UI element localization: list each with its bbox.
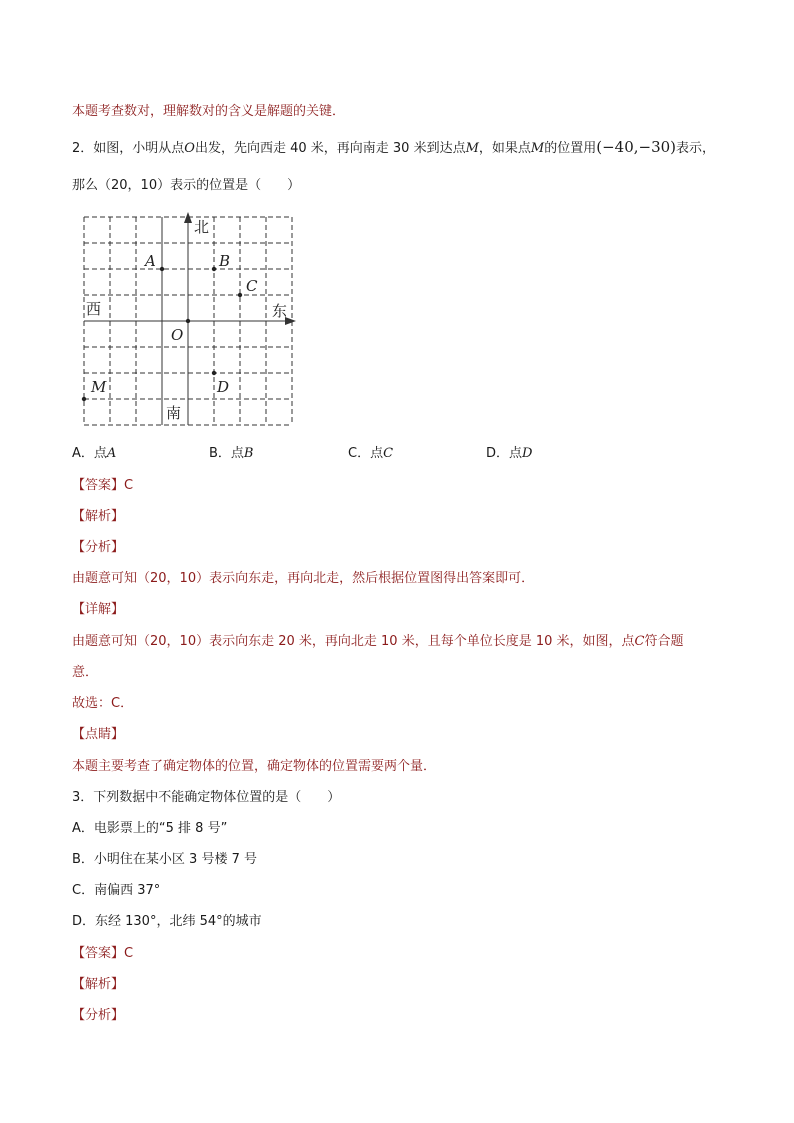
point-m-dot bbox=[82, 397, 86, 401]
q2-fenxi-tag: 【分析】 bbox=[72, 540, 125, 555]
q2-option-b: B．点B bbox=[209, 446, 254, 461]
point-a-dot bbox=[160, 267, 164, 271]
q3-option-d: D．东经 130°，北纬 54°的城市 bbox=[72, 914, 262, 929]
q2-analysis-tag: 【解析】 bbox=[72, 509, 125, 524]
q2-point-m: M bbox=[465, 141, 479, 156]
q2-point-m2: M bbox=[530, 141, 545, 156]
q2-option-a: A．点A bbox=[72, 446, 117, 461]
q2-point-o: O bbox=[184, 141, 195, 156]
q3-option-a: A．电影票上的“5 排 8 号” bbox=[72, 821, 228, 836]
north-label: 北 bbox=[194, 218, 210, 236]
point-o-dot bbox=[186, 319, 190, 323]
point-o-label: O bbox=[171, 326, 184, 344]
point-a-label: A bbox=[145, 252, 156, 270]
q2-stem-line2: 那么（20，10）表示的位置是（ ） bbox=[72, 178, 301, 193]
solid-grid-lines bbox=[84, 213, 288, 425]
q2-answer bbox=[72, 477, 133, 495]
direction-grid-figure bbox=[80, 210, 300, 432]
intro-note: 本题考查数对，理解数对的含义是解题的关键． bbox=[72, 104, 346, 119]
q2-answer-tag: 【答案】 bbox=[72, 478, 125, 493]
south-label: 南 bbox=[166, 404, 182, 422]
q2-answer-value: C bbox=[124, 478, 134, 493]
q3-analysis-tag: 【解析】 bbox=[72, 977, 125, 992]
q3-answer-tag: 【答案】 bbox=[72, 946, 125, 961]
west-label: 西 bbox=[86, 300, 102, 318]
q3-answer bbox=[72, 945, 133, 963]
east-label: 东 bbox=[272, 302, 288, 320]
q2-text-a: 如图，小明从点 bbox=[93, 141, 185, 156]
q3-fenxi-tag: 【分析】 bbox=[72, 1008, 125, 1023]
q2-text-d: 的位置用 bbox=[544, 141, 597, 156]
q2-fenxi-text: 由题意可知（20，10）表示向东走，再向北走，然后根据位置图得出答案即可． bbox=[72, 571, 535, 586]
q3-option-c: C．南偏西 37° bbox=[72, 883, 161, 898]
q2-dianjing-text: 本题主要考查了确定物体的位置，确定物体的位置需要两个量． bbox=[72, 759, 437, 774]
q2-option-d: D．点D bbox=[486, 446, 533, 461]
q2-detail-line1: 由题意可知（20，10）表示向东走 20 米，再向北走 10 米，且每个单位长度是 10 米，如图，点C符合题 bbox=[72, 634, 684, 649]
q2-dianjing-tag: 【点睛】 bbox=[72, 727, 125, 742]
point-d-dot bbox=[212, 371, 216, 375]
point-b-dot bbox=[212, 267, 216, 271]
point-m-label: M bbox=[91, 378, 107, 396]
q3-option-b: B．小明住在某小区 3 号楼 7 号 bbox=[72, 852, 257, 867]
q2-option-c: C．点C bbox=[348, 446, 394, 461]
point-d-label: D bbox=[217, 378, 230, 396]
q2-stem-line1 bbox=[72, 138, 715, 158]
q3-answer-value: C bbox=[124, 946, 134, 961]
q2-text-e: 表示， bbox=[676, 141, 716, 156]
point-b-label: B bbox=[219, 252, 231, 270]
q2-detail-line2: 意． bbox=[72, 665, 99, 680]
q2-coord: (−40,−30) bbox=[596, 138, 677, 156]
q2-number: 2． bbox=[72, 141, 94, 156]
point-c-label: C bbox=[246, 277, 258, 295]
q2-detail-tag: 【详解】 bbox=[72, 602, 125, 617]
point-c-dot bbox=[238, 293, 242, 297]
q3-title: 3．下列数据中不能确定物体位置的是（ ） bbox=[72, 790, 341, 805]
q2-text-c: ，如果点 bbox=[478, 141, 531, 156]
q2-text-b: 出发，先向西走 40 米，再向南走 30 米到达点 bbox=[194, 141, 466, 156]
q2-choose: 故选：C． bbox=[72, 696, 134, 711]
